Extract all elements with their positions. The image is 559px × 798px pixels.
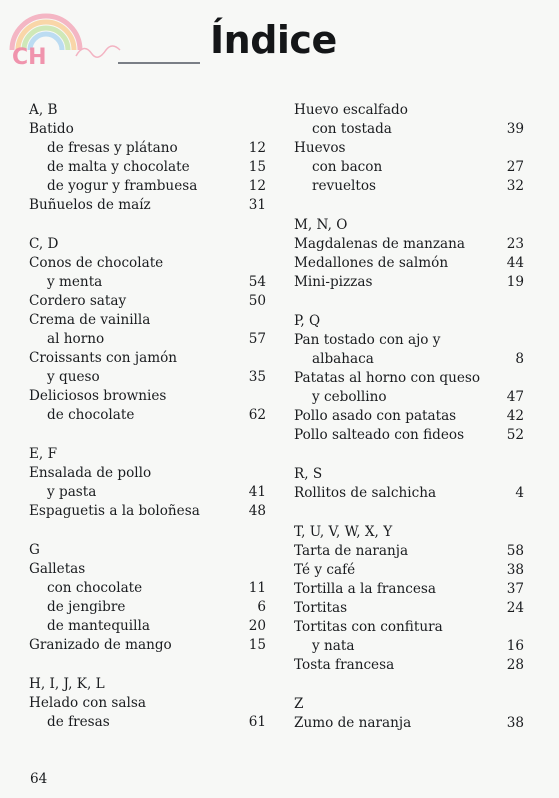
index-entry <box>29 158 266 177</box>
entry-text: Espaguetis a la boloñesa <box>29 503 200 519</box>
index-section <box>29 675 266 732</box>
entry-text: de yogur y frambuesa <box>47 178 198 194</box>
index-entry <box>294 158 524 177</box>
index-entry <box>29 273 266 292</box>
entry-page-number: 15 <box>248 637 266 653</box>
entry-text: Medallones de salmón <box>294 255 449 271</box>
entry-page-number: 38 <box>506 562 524 578</box>
entry-text: Tortilla a la francesa <box>294 581 436 597</box>
section-heading: E, F <box>29 446 57 462</box>
entry-text: de malta y chocolate <box>47 159 190 175</box>
index-entry <box>294 331 524 350</box>
entry-page-number: 23 <box>506 236 524 252</box>
index-entry <box>29 311 266 330</box>
index-section <box>294 695 524 733</box>
index-column-left <box>29 101 266 752</box>
index-entry <box>29 579 266 598</box>
index-entry <box>294 120 524 139</box>
index-entry <box>29 464 266 483</box>
entry-text: Conos de chocolate <box>29 255 164 271</box>
page-title: Índice <box>210 18 337 62</box>
entry-text: con chocolate <box>47 580 143 596</box>
entry-page-number: 38 <box>506 715 524 731</box>
section-heading: C, D <box>29 236 59 252</box>
entry-text: albahaca <box>312 351 374 367</box>
index-entry <box>29 330 266 349</box>
index-entry <box>294 542 524 561</box>
entry-page-number: 47 <box>506 389 524 405</box>
entry-page-number: 58 <box>506 543 524 559</box>
entry-text: Pollo salteado con fideos <box>294 427 465 443</box>
index-entry <box>294 139 524 158</box>
entry-text: de fresas y plátano <box>47 140 178 156</box>
entry-text: Croissants con jamón <box>29 350 178 366</box>
entry-text: Tosta francesa <box>294 657 395 673</box>
index-entry <box>294 407 524 426</box>
entry-page-number: 61 <box>248 714 266 730</box>
entry-text: Magdalenas de manzana <box>294 236 466 252</box>
watermark-logo <box>6 6 126 70</box>
entry-page-number: 24 <box>506 600 524 616</box>
entry-text: Mini-pizzas <box>294 274 373 290</box>
section-heading: A, B <box>29 102 58 118</box>
entry-text: Huevos <box>294 140 346 156</box>
entry-text: Galletas <box>29 561 86 577</box>
index-section <box>294 216 524 292</box>
index-entry <box>29 560 266 579</box>
index-entry <box>294 618 524 637</box>
index-entry <box>294 580 524 599</box>
entry-text: Patatas al horno con queso <box>294 370 481 386</box>
entry-text: Pollo asado con patatas <box>294 408 457 424</box>
entry-page-number: 4 <box>515 485 524 501</box>
index-entry <box>294 350 524 369</box>
index-entry <box>294 273 524 292</box>
index-entry <box>294 637 524 656</box>
entry-text: Tortitas <box>294 600 348 616</box>
entry-text: y queso <box>47 369 100 385</box>
entry-page-number: 28 <box>506 657 524 673</box>
index-entry <box>294 426 524 445</box>
section-heading: Z <box>294 696 304 712</box>
entry-text: de jengibre <box>47 599 126 615</box>
index-entry <box>29 368 266 387</box>
watermark-text: CH <box>12 45 47 70</box>
section-heading: T, U, V, W, X, Y <box>294 524 393 540</box>
entry-text: Tarta de naranja <box>294 543 409 559</box>
index-entry <box>29 349 266 368</box>
index-section <box>29 541 266 655</box>
entry-text: Helado con salsa <box>29 695 146 711</box>
entry-page-number: 44 <box>506 255 524 271</box>
entry-text: Rollitos de salchicha <box>294 485 437 501</box>
entry-page-number: 42 <box>506 408 524 424</box>
entry-text: al horno <box>47 331 105 347</box>
section-heading: P, Q <box>294 313 321 329</box>
entry-text: y nata <box>312 638 355 654</box>
entry-page-number: 12 <box>248 140 266 156</box>
index-entry <box>29 636 266 655</box>
index-entry <box>29 387 266 406</box>
entry-page-number: 48 <box>248 503 266 519</box>
entry-page-number: 57 <box>248 331 266 347</box>
entry-text: Ensalada de pollo <box>29 465 152 481</box>
index-entry <box>294 484 524 503</box>
entry-page-number: 41 <box>248 484 266 500</box>
index-entry <box>294 714 524 733</box>
entry-text: de mantequilla <box>47 618 150 634</box>
entry-page-number: 31 <box>248 197 266 213</box>
index-section <box>29 101 266 215</box>
index-section <box>294 312 524 445</box>
entry-text: con tostada <box>312 121 392 137</box>
entry-page-number: 12 <box>248 178 266 194</box>
entry-text: Deliciosos brownies <box>29 388 167 404</box>
entry-text: revueltos <box>312 178 376 194</box>
entry-text: y pasta <box>47 484 97 500</box>
entry-page-number: 37 <box>506 581 524 597</box>
entry-page-number: 39 <box>506 121 524 137</box>
entry-page-number: 27 <box>506 159 524 175</box>
index-column-right <box>294 101 524 753</box>
index-entry <box>294 599 524 618</box>
index-entry <box>294 101 524 120</box>
section-heading: R, S <box>294 466 323 482</box>
index-entry <box>294 656 524 675</box>
entry-page-number: 8 <box>515 351 524 367</box>
index-entry <box>29 292 266 311</box>
entry-text: Granizado de mango <box>29 637 172 653</box>
index-entry <box>29 617 266 636</box>
entry-text: Buñuelos de maíz <box>29 197 151 213</box>
entry-page-number: 19 <box>506 274 524 290</box>
entry-page-number: 11 <box>248 580 266 596</box>
entry-page-number: 35 <box>248 369 266 385</box>
index-entry <box>294 561 524 580</box>
entry-page-number: 32 <box>506 178 524 194</box>
index-entry <box>29 406 266 425</box>
section-heading: G <box>29 542 40 558</box>
index-section <box>29 235 266 425</box>
entry-page-number: 6 <box>257 599 266 615</box>
index-entry <box>29 254 266 273</box>
index-entry <box>29 598 266 617</box>
index-entry <box>29 120 266 139</box>
entry-text: y cebollino <box>312 389 387 405</box>
entry-page-number: 20 <box>248 618 266 634</box>
entry-page-number: 54 <box>248 274 266 290</box>
entry-text: Huevo escalfado <box>294 102 408 118</box>
entry-page-number: 52 <box>506 427 524 443</box>
entry-text: Batido <box>29 121 74 137</box>
entry-text: Zumo de naranja <box>294 715 412 731</box>
index-entry <box>294 235 524 254</box>
entry-text: Pan tostado con ajo y <box>294 332 441 348</box>
entry-text: de chocolate <box>47 407 135 423</box>
section-heading: H, I, J, K, L <box>29 676 105 692</box>
entry-page-number: 15 <box>248 159 266 175</box>
index-entry <box>29 483 266 502</box>
entry-text: de fresas <box>47 714 110 730</box>
index-entry <box>29 713 266 732</box>
page-number: 64 <box>30 771 48 787</box>
entry-text: y menta <box>47 274 103 290</box>
entry-text: Tortitas con confitura <box>294 619 443 635</box>
index-entry <box>29 694 266 713</box>
index-section <box>294 523 524 675</box>
index-entry <box>29 502 266 521</box>
entry-text: Cordero satay <box>29 293 127 309</box>
entry-page-number: 62 <box>248 407 266 423</box>
index-entry <box>29 139 266 158</box>
section-heading: M, N, O <box>294 217 348 233</box>
entry-page-number: 50 <box>248 293 266 309</box>
index-entry <box>294 388 524 407</box>
index-entry <box>294 369 524 388</box>
entry-text: con bacon <box>312 159 383 175</box>
index-entry <box>29 196 266 215</box>
entry-text: Crema de vainilla <box>29 312 151 328</box>
index-section <box>29 445 266 521</box>
index-entry <box>294 177 524 196</box>
index-section <box>294 101 524 196</box>
entry-text: Té y café <box>294 562 356 578</box>
index-entry <box>294 254 524 273</box>
index-section <box>294 465 524 503</box>
index-entry <box>29 177 266 196</box>
entry-page-number: 16 <box>506 638 524 654</box>
title-rule <box>118 62 200 64</box>
